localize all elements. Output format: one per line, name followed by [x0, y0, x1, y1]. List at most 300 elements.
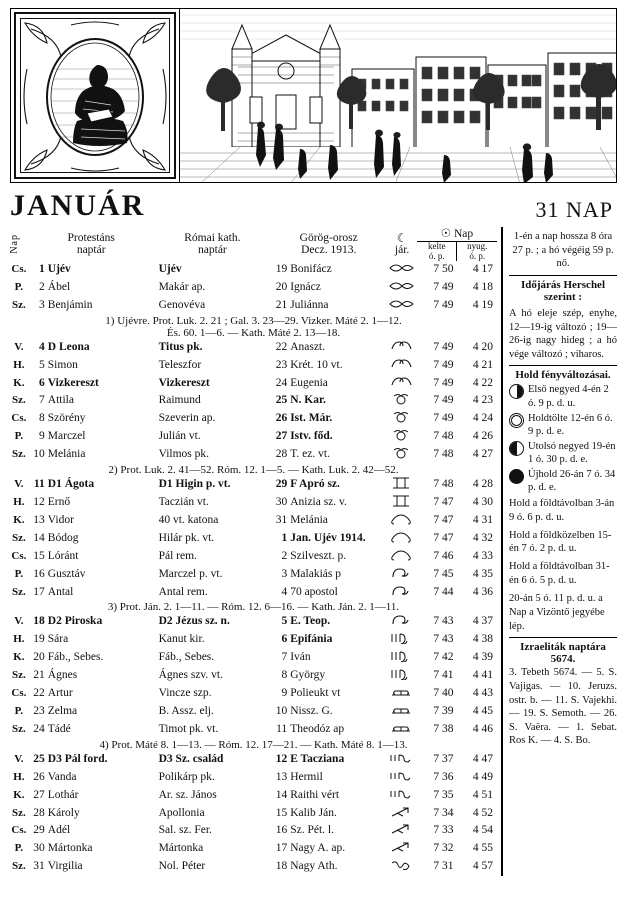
- cell-zodiac: [387, 631, 417, 649]
- cell-greek-orthodox-name: 5 E. Teop.: [281, 615, 331, 628]
- cell-zodiac: [387, 357, 417, 375]
- illustration-band: [10, 8, 617, 183]
- zodiac-archer-icon: [389, 841, 415, 852]
- cell-zodiac: [387, 392, 417, 410]
- cell-zodiac: [387, 428, 417, 446]
- cell-protestant-name: 15 Lóránt: [33, 549, 79, 562]
- cell-roman-catholic-name: Julián vt.: [158, 430, 201, 443]
- table-row: [10, 476, 497, 494]
- zodiac-bull-icon: [389, 429, 415, 440]
- cell-sunset: 4 32: [472, 531, 493, 544]
- cell-greek-orthodox-name: 8 György: [281, 669, 326, 682]
- table-pericope-note: [10, 601, 497, 613]
- cell-zodiac: [387, 667, 417, 685]
- cell-protestant-name: 2 Ábel: [39, 280, 71, 293]
- zodiac-scales-icon: [389, 704, 415, 715]
- cell-protestant-name: 7 Attila: [39, 394, 74, 407]
- page-title: JANUÁR: [10, 189, 146, 222]
- cell-sunrise: 7 47: [433, 531, 454, 544]
- cell-protestant-name: 16 Gusztáv: [33, 567, 86, 580]
- new-moon-icon: [509, 468, 524, 489]
- zodiac-bull-icon: [389, 411, 415, 422]
- cell-sunset: 4 23: [472, 394, 493, 407]
- moon-phase-label: Első negyed 4-én 2 ó. 9 p. d. u.: [528, 384, 609, 409]
- zodiac-scorpion-icon: [389, 770, 415, 781]
- cell-roman-catholic-name: Nol. Péter: [158, 860, 206, 873]
- table-row: [10, 721, 497, 739]
- table-row: [10, 804, 497, 822]
- cell-weekday: V.: [14, 478, 24, 491]
- cell-weekday: Sz.: [12, 669, 26, 682]
- zodiac-virgin-icon: [389, 632, 415, 643]
- cell-roman-catholic-name: Vilmos pk.: [158, 448, 210, 461]
- weather-text: A hó eleje szép, enyhe, 12—19-ig változó ; 19—26-ig nagy hideg ; a hó vége változó ; viharos.: [509, 307, 617, 360]
- zodiac-crab-icon: [389, 549, 415, 560]
- cell-weekday: Sz.: [12, 860, 26, 873]
- cell-weekday: H.: [13, 358, 25, 371]
- cell-greek-orthodox-name: 26 Ist. Már.: [275, 412, 333, 425]
- cell-weekday: Sz.: [12, 448, 26, 461]
- cell-weekday: K.: [13, 376, 25, 389]
- cell-sunrise: 7 48: [433, 430, 454, 443]
- cell-protestant-name: 22 Artur: [33, 687, 73, 700]
- moon-phase-row: [509, 439, 617, 467]
- cell-weekday: H.: [13, 633, 25, 646]
- table-row: [10, 261, 497, 279]
- cell-sunrise: 7 37: [433, 752, 454, 765]
- cell-sunset: 4 17: [472, 263, 493, 276]
- zodiac-scales-icon: [389, 686, 415, 697]
- cell-weekday: Cs.: [11, 824, 27, 837]
- cell-roman-catholic-name: B. Assz. elj.: [158, 704, 214, 717]
- zodiac-scorpion-icon: [389, 752, 415, 763]
- table-pericope-note: [10, 739, 497, 751]
- table-row: [10, 494, 497, 512]
- cell-protestant-name: 24 Tádé: [33, 722, 71, 735]
- cell-greek-orthodox-name: 18 Nagy Ath.: [275, 860, 338, 873]
- cell-sunrise: 7 49: [433, 394, 454, 407]
- moon-phase-row: [509, 411, 617, 439]
- cell-zodiac: [387, 530, 417, 548]
- zodiac-virgin-icon: [389, 650, 415, 661]
- table-row: [10, 667, 497, 685]
- cell-sunset: 4 57: [472, 860, 493, 873]
- town-square-engraving: [180, 9, 616, 182]
- table-row: [10, 392, 497, 410]
- cell-protestant-name: 27 Lothár: [33, 788, 79, 801]
- cell-sunrise: 7 49: [433, 358, 454, 371]
- cell-weekday: Sz.: [12, 585, 26, 598]
- cell-weekday: P.: [14, 280, 24, 293]
- table-row: [10, 339, 497, 357]
- cell-sunrise: 7 45: [433, 567, 454, 580]
- table-row: [10, 297, 497, 315]
- cell-sunset: 4 24: [472, 412, 493, 425]
- cell-sunrise: 7 34: [433, 806, 454, 819]
- cell-sunset: 4 45: [472, 704, 493, 717]
- pericope-text: 1) Ujévre. Prot. Luk. 2. 21 ; Gal. 3. 23—29. Vizker. Máté 2. 1—12.: [105, 314, 402, 327]
- cell-greek-orthodox-name: 27 Istv. főd.: [275, 430, 333, 443]
- cell-greek-orthodox-name: 6 Epifánia: [281, 633, 333, 646]
- cell-roman-catholic-name: Taczián vt.: [158, 496, 209, 508]
- cell-sunset: 4 31: [472, 513, 493, 526]
- cell-sunset: 4 41: [472, 669, 493, 682]
- cell-zodiac: [387, 548, 417, 566]
- cell-sunset: 4 19: [472, 298, 493, 311]
- cell-greek-orthodox-name: 15 Kalib Ján.: [275, 806, 337, 819]
- cell-zodiac: [387, 787, 417, 805]
- zodiac-fish-icon: [389, 280, 415, 291]
- cell-roman-catholic-name: Marczel p. vt.: [158, 567, 223, 580]
- cell-protestant-name: 21 Ágnes: [33, 669, 78, 682]
- zodiac-twins-icon: [389, 495, 415, 506]
- cell-roman-catholic-name: D1 Higin p. vt.: [158, 478, 231, 491]
- cell-zodiac: [387, 297, 417, 315]
- cell-sunrise: 7 49: [433, 412, 454, 425]
- cell-protestant-name: 31 Virgilia: [33, 860, 83, 873]
- cell-protestant-name: 28 Károly: [33, 806, 80, 819]
- cell-sunset: 4 37: [472, 615, 493, 628]
- sun-sign-note: 20-án 5 ó. 11 p. d. u. a Nap a Vizöntő jegyébe lép.: [509, 593, 605, 632]
- moon-phase-row: [509, 467, 617, 495]
- cell-protestant-name: 4 D Leona: [39, 340, 90, 353]
- zodiac-archer-icon: [389, 806, 415, 817]
- cell-greek-orthodox-name: 3 Malakiás p: [281, 567, 341, 580]
- zodiac-fish-icon: [389, 298, 415, 309]
- cell-roman-catholic-name: Titus pk.: [158, 340, 203, 353]
- cell-zodiac: [387, 410, 417, 428]
- cell-roman-catholic-name: Antal rem.: [158, 585, 208, 598]
- cell-weekday: Sz.: [12, 806, 26, 819]
- zodiac-goat-icon: [389, 859, 415, 870]
- zodiac-crab-icon: [389, 531, 415, 542]
- zodiac-fish-icon: [389, 262, 415, 273]
- cell-sunrise: 7 31: [433, 860, 454, 873]
- cell-sunrise: 7 41: [433, 669, 454, 682]
- cell-greek-orthodox-name: 22 Anaszt.: [275, 340, 325, 353]
- cell-roman-catholic-name: Kanut kir.: [158, 633, 205, 646]
- zodiac-twins-icon: [389, 477, 415, 488]
- cell-roman-catholic-name: Makár ap.: [158, 280, 206, 293]
- zodiac-lion-icon: [389, 585, 415, 596]
- cell-greek-orthodox-name: 28 T. ez. vt.: [275, 448, 330, 461]
- cell-zodiac: [387, 476, 417, 494]
- cell-sunrise: 7 38: [433, 722, 454, 735]
- cell-greek-orthodox-name: 31 Melánia: [275, 513, 328, 526]
- table-row: [10, 446, 497, 464]
- table-header-row: [10, 227, 497, 261]
- cell-weekday: P.: [14, 842, 24, 855]
- cell-weekday: Sz.: [12, 722, 26, 735]
- cell-weekday: V.: [14, 752, 24, 765]
- cell-sunset: 4 51: [472, 788, 493, 801]
- cell-protestant-name: 25 D3 Pál ford.: [33, 752, 108, 765]
- cell-sunset: 4 36: [472, 585, 493, 598]
- table-row: [10, 613, 497, 631]
- cell-weekday: H.: [13, 496, 25, 508]
- zodiac-bull-icon: [389, 447, 415, 458]
- cell-greek-orthodox-name: 30 Anizia sz. v.: [275, 496, 347, 508]
- cell-sunset: 4 52: [472, 806, 493, 819]
- cell-protestant-name: 10 Melánia: [33, 448, 86, 461]
- cell-sunset: 4 30: [472, 496, 493, 508]
- cell-protestant-name: 11 D1 Ágota: [33, 478, 95, 491]
- cell-protestant-name: 5 Simon: [39, 358, 78, 371]
- cell-zodiac: [387, 751, 417, 769]
- cell-roman-catholic-name: Genovéva: [158, 298, 206, 311]
- cell-weekday: H.: [13, 770, 25, 783]
- cell-weekday: Sz.: [12, 531, 26, 544]
- cell-roman-catholic-name: Mártonka: [158, 842, 204, 855]
- cell-roman-catholic-name: Ágnes szv. vt.: [158, 669, 223, 682]
- calendar-table-wrap: [10, 227, 497, 876]
- cell-roman-catholic-name: D3 Sz. család: [158, 752, 224, 765]
- table-row: [10, 428, 497, 446]
- cell-sunset: 4 22: [472, 376, 493, 389]
- cell-zodiac: [387, 374, 417, 392]
- cell-sunset: 4 35: [472, 567, 493, 580]
- col-head-day: Nap: [9, 234, 20, 254]
- cell-roman-catholic-name: Sal. sz. Fer.: [158, 824, 212, 837]
- cell-weekday: Sz.: [12, 394, 26, 407]
- cell-sunrise: 7 48: [433, 448, 454, 461]
- cell-zodiac: [387, 822, 417, 840]
- cell-sunset: 4 46: [472, 722, 493, 735]
- cell-roman-catholic-name: Raimund: [158, 394, 201, 407]
- cell-roman-catholic-name: Ar. sz. János: [158, 788, 217, 801]
- col-head-roman-catholic: Római kath. naptár: [184, 231, 241, 256]
- cell-sunrise: 7 49: [433, 280, 454, 293]
- cell-zodiac: [387, 339, 417, 357]
- calendar-body: [10, 261, 497, 876]
- cell-sunset: 4 33: [472, 549, 493, 562]
- cell-sunrise: 7 35: [433, 788, 454, 801]
- cell-sunset: 4 54: [472, 824, 493, 837]
- table-row: [10, 410, 497, 428]
- cell-greek-orthodox-name: 7 Iván: [281, 651, 311, 664]
- side-notes-rail: [501, 227, 617, 876]
- table-row: [10, 631, 497, 649]
- col-head-sunset: nyug. ó. p.: [467, 241, 488, 261]
- cell-zodiac: [387, 804, 417, 822]
- cell-roman-catholic-name: Pál rem.: [158, 549, 197, 562]
- moon-symbol-icon: ☾: [396, 230, 408, 245]
- cell-zodiac: [387, 512, 417, 530]
- cell-sunrise: 7 32: [433, 842, 454, 855]
- cell-greek-orthodox-name: 16 Sz. Pét. l.: [275, 824, 334, 837]
- cell-sunrise: 7 47: [433, 496, 454, 508]
- page-body: [10, 227, 617, 876]
- zodiac-scales-icon: [389, 722, 415, 733]
- cell-greek-orthodox-name: 17 Nagy A. ap.: [275, 842, 346, 855]
- cell-sunrise: 7 49: [433, 376, 454, 389]
- cell-sunset: 4 20: [472, 340, 493, 353]
- moon-phase-label: Utolsó negyed 19-én 1 ó. 30 p. d. e.: [528, 440, 616, 466]
- zodiac-lion-icon: [389, 614, 415, 625]
- cell-greek-orthodox-name: 4 70 apostol: [281, 585, 338, 598]
- zodiac-ram-icon: [389, 340, 415, 351]
- cell-zodiac: [387, 685, 417, 703]
- cell-greek-orthodox-name: 24 Eugenia: [275, 376, 328, 389]
- cell-zodiac: [387, 613, 417, 631]
- cell-sunrise: 7 43: [433, 615, 454, 628]
- zodiac-bull-icon: [389, 393, 415, 404]
- cell-sunrise: 7 46: [433, 549, 454, 562]
- israelite-calendar-text: 3. Tebeth 5674. — 5. S. Vajigas. — 10. Jeruzs. ostr. b. — 11. S. Vajekhi. — 19. S. Semoth. — 26. S. Vaëra. — 1. Sebat. Ros K. — 4. S. Bo.: [509, 667, 617, 747]
- cell-sunset: 4 18: [472, 280, 493, 293]
- table-row: [10, 583, 497, 601]
- zodiac-ram-icon: [389, 358, 415, 369]
- cell-roman-catholic-name: Polikárp pk.: [158, 770, 215, 783]
- cell-zodiac: [387, 261, 417, 279]
- cell-greek-orthodox-name: 10 Nissz. G.: [275, 704, 333, 717]
- cell-weekday: P.: [14, 704, 24, 717]
- moon-distance-note: Hold a földtávolban 31-én 6 ó. 5 p. d. u.: [509, 561, 610, 586]
- cell-greek-orthodox-name: 21 Juliánna: [275, 298, 329, 311]
- weather-title: Időjárás Herschel szerint :: [520, 278, 605, 303]
- cell-protestant-name: 30 Mártonka: [33, 842, 93, 855]
- col-head-sunrise: kelte ó. p.: [417, 242, 458, 261]
- cell-sunset: 4 39: [472, 651, 493, 664]
- israelite-calendar-title: Izraeliták naptára 5674.: [520, 641, 606, 666]
- cell-sunset: 4 21: [472, 358, 493, 371]
- zodiac-ram-icon: [389, 376, 415, 387]
- cell-roman-catholic-name: Apollonia: [158, 806, 205, 819]
- moon-phase-label: Holdtölte 12-én 6 ó. 9 p. d. e.: [528, 412, 613, 437]
- table-row: [10, 769, 497, 787]
- cell-sunrise: 7 50: [433, 263, 454, 276]
- cell-weekday: Cs.: [11, 549, 27, 562]
- cell-sunrise: 7 48: [433, 478, 454, 491]
- cell-weekday: P.: [14, 430, 24, 443]
- cell-sunrise: 7 44: [433, 585, 454, 598]
- cell-sunrise: 7 49: [433, 340, 454, 353]
- cell-protestant-name: 29 Adél: [33, 824, 71, 837]
- full-moon-icon: [509, 412, 524, 433]
- moon-phases-title: Hold fényváltozásai.: [515, 369, 611, 382]
- cell-roman-catholic-name: Szeverin ap.: [158, 412, 216, 425]
- cell-sunrise: 7 36: [433, 770, 454, 783]
- cell-sunrise: 7 43: [433, 633, 454, 646]
- cell-weekday: K.: [13, 513, 25, 526]
- cell-protestant-name: 23 Zelma: [33, 704, 78, 717]
- pericope-text: És. 60. 1—6. — Kath. Máté 2. 13—18.: [166, 326, 341, 339]
- cell-sunset: 4 28: [472, 478, 493, 491]
- table-row: [10, 685, 497, 703]
- moon-phase-row: [509, 382, 617, 410]
- cell-roman-catholic-name: Ujév: [158, 263, 182, 276]
- table-row: [10, 649, 497, 667]
- cell-protestant-name: 9 Marczel: [39, 430, 86, 443]
- table-row: [10, 357, 497, 375]
- cell-weekday: Cs.: [11, 412, 27, 425]
- col-head-greek-orthodox: Görög-orosz Decz. 1913.: [299, 231, 358, 256]
- cell-greek-orthodox-name: 14 Raithi vért: [275, 788, 340, 801]
- cell-greek-orthodox-name: 23 Krét. 10 vt.: [275, 358, 343, 371]
- cell-weekday: Cs.: [11, 263, 27, 276]
- cell-greek-orthodox-name: 25 N. Kar.: [275, 394, 326, 407]
- table-row: [10, 703, 497, 721]
- table-row: [10, 822, 497, 840]
- cell-sunset: 4 43: [472, 687, 493, 700]
- cell-roman-catholic-name: Hilár pk. vt.: [158, 531, 215, 544]
- engraving-artwork: [180, 9, 616, 182]
- cell-greek-orthodox-name: 1 Jan. Ujév 1914.: [281, 531, 366, 544]
- cell-weekday: Cs.: [11, 687, 27, 700]
- cell-sunrise: 7 49: [433, 298, 454, 311]
- cell-protestant-name: 8 Szörény: [39, 412, 86, 425]
- cell-protestant-name: 20 Fáb., Sebes.: [33, 651, 104, 664]
- days-count: 31 NAP: [535, 197, 613, 222]
- cell-greek-orthodox-name: 13 Hermil: [275, 770, 323, 783]
- ornament-artwork: [11, 9, 179, 182]
- table-row: [10, 858, 497, 876]
- table-row: [10, 374, 497, 392]
- pericope-text: 4) Prot. Máté 8. 1—13. — Róm. 12. 17—21. — Kath. Máté 8. 1—13.: [99, 738, 408, 751]
- cell-sunrise: 7 33: [433, 824, 454, 837]
- cell-roman-catholic-name: Teleszfor: [158, 358, 202, 371]
- cell-greek-orthodox-name: 9 Polieukt vt: [281, 687, 341, 700]
- moon-phase-list: [509, 382, 617, 495]
- cell-sunrise: 7 42: [433, 651, 454, 664]
- moon-distance-note: Hold a földtávolban 3-án 9 ó. 6 p. d. u.: [509, 498, 615, 524]
- col-head-zodiac: ☾ jár.: [387, 227, 417, 261]
- cell-zodiac: [387, 566, 417, 584]
- table-row: [10, 840, 497, 858]
- cell-roman-catholic-name: Vizkereszt: [158, 376, 210, 389]
- cell-greek-orthodox-name: 11 Theodóz ap: [276, 722, 345, 735]
- table-row: [10, 530, 497, 548]
- cell-protestant-name: 13 Vidor: [33, 513, 74, 526]
- cell-weekday: Sz.: [12, 298, 26, 311]
- cell-sunset: 4 47: [472, 752, 493, 765]
- cell-roman-catholic-name: D2 Jézus sz. n.: [158, 615, 230, 628]
- table-row: [10, 751, 497, 769]
- moon-distance-note: Hold a földközelben 15-én 7 ó. 2 p. d. u.: [509, 529, 612, 555]
- cell-weekday: V.: [14, 340, 24, 353]
- pericope-text: 2) Prot. Luk. 2. 41—52. Róm. 12. 1—5. — Kath. Luk. 2. 42—52.: [108, 464, 399, 476]
- cell-sunset: 4 27: [472, 448, 493, 461]
- cell-greek-orthodox-name: 20 Ignácz: [275, 280, 321, 293]
- cell-protestant-name: 3 Benjámin: [39, 298, 93, 311]
- table-row: [10, 566, 497, 584]
- moon-phase-label: Újhold 26-án 7 ó. 34 p. d. e.: [528, 469, 616, 494]
- day-length-note: 1-én a nap hossza 8 óra 27 p. ; a hó végéig 59 p. nő.: [512, 231, 614, 270]
- cell-protestant-name: 17 Antal: [33, 585, 74, 598]
- cell-sunrise: 7 39: [433, 704, 454, 717]
- zodiac-crab-icon: [389, 513, 415, 524]
- ornamental-portrait-panel: [11, 9, 180, 182]
- cell-greek-orthodox-name: 12 E Tacziana: [275, 752, 345, 765]
- cell-weekday: K.: [13, 788, 25, 801]
- cell-zodiac: [387, 494, 417, 512]
- col-head-sun: ☉ Nap kelte ó. p. nyug. ó. p.: [417, 227, 497, 261]
- pericope-text: 3) Prot. Ján. 2. 1—11. — Róm. 12. 6—16. — Kath. Ján. 2. 1—11.: [107, 601, 400, 614]
- month-header: [10, 189, 617, 223]
- cell-protestant-name: 6 Vizkereszt: [39, 376, 99, 389]
- cell-sunset: 4 49: [472, 770, 493, 783]
- sun-symbol-icon: ☉: [440, 228, 452, 240]
- cell-sunset: 4 38: [472, 633, 493, 646]
- table-pericope-note: [10, 315, 497, 327]
- table-row: [10, 512, 497, 530]
- cell-protestant-name: 12 Ernő: [33, 496, 71, 508]
- table-pericope-note: [10, 464, 497, 476]
- cell-zodiac: [387, 649, 417, 667]
- table-row: [10, 279, 497, 297]
- cell-zodiac: [387, 721, 417, 739]
- cell-zodiac: [387, 769, 417, 787]
